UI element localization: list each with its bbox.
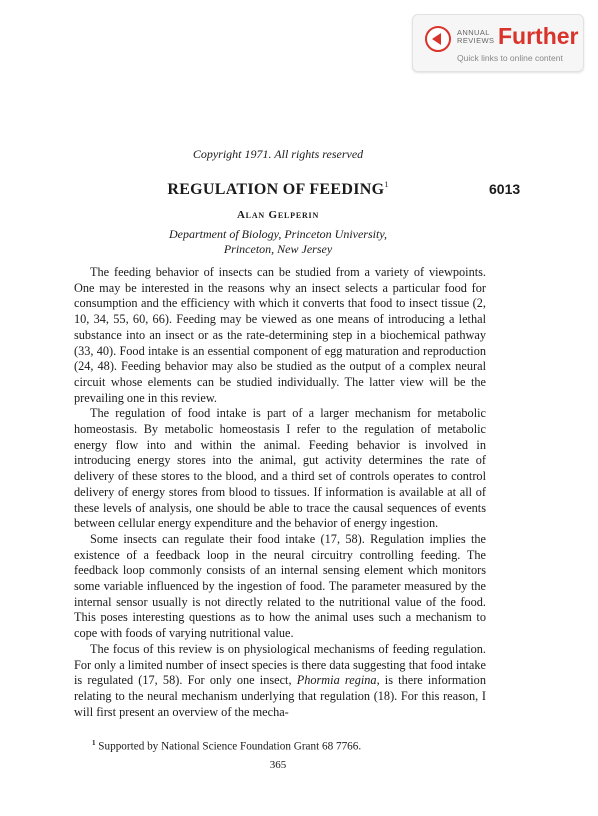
body-paragraph: The regulation of food intake is part of a larger mechanism for metabolic homeostasis. By metabolic homeostasis I refer to the regulation of metabolic energy flow into and within the animal. Feeding behavior is involved in introducing energy stores into the animal, gut activity determines the rate of delivery of these stores to the blood, and a third set of controls operates to control delivery of energy stores from blood to tissues. If information is available at all of these levels of analysis, one should be able to trace the causal sequences of events between cellular energy expenditure and the behavior of energy ingestion.	[74, 406, 486, 531]
article-code: 6013	[489, 181, 521, 197]
brand-line-1: ANNUAL	[457, 28, 490, 37]
article-title-text: REGULATION OF FEEDING	[167, 181, 385, 198]
body-paragraph: Some insects can regulate their food intake (17, 58). Regulation implies the existence of a feedback loop in the neural circuitry controlling feeding. The feedback loop commonly consists of an internal sensing element which monitors some variable influenced by the ingestion of food. The parameter measured by the internal sensor usually is not directly related to the nutritional value of the food. This poses interesting questions as to how the animal uses such a mechanism to cope with foods of varying nutritional value.	[74, 531, 486, 641]
title-footnote-marker: 1	[384, 180, 389, 189]
further-subtitle: Quick links to online content	[457, 53, 563, 63]
article-body	[74, 265, 486, 720]
arrow-circle-icon	[425, 26, 451, 52]
further-label: Further	[498, 23, 579, 49]
affiliation-line-1: Department of Biology, Princeton University,	[169, 227, 387, 241]
page-number: 365	[269, 759, 287, 771]
affiliation-line-2: Princeton, New Jersey	[223, 242, 333, 256]
annual-reviews-brand	[457, 29, 494, 45]
body-paragraph: The feeding behavior of insects can be studied from a variety of viewpoints. One may be interested in the reasons why an insect selects a particular food for consumption and the efficiency with which it converts that food to insect tissue (2, 10, 34, 55, 60, 66). Feeding may be viewed as one means of introducing a lethal substance into an insect or as the rate-determining step in a biochemical pathway (33, 40). Food intake is an essential component of egg maturation and reproduction (24, 48). Feeding behavior may also be studied as the output of a complex neural circuit whose elements can be studied individually. The latter view will be the prevailing one in this review.	[74, 265, 486, 405]
author-name: Alan Gelperin	[236, 209, 320, 221]
footnote-marker: 1	[92, 739, 96, 747]
body-paragraph: The focus of this review is on physiological mechanisms of feeding regulation. For only a limited number of insect species is there data suggesting that food intake is regulated (17, 58). For only one insect, Phormia regina, is there information relating to the neural mechanism underlying that regulation (18). For this reason, I will first present an overview of the mecha-	[74, 641, 486, 719]
footnote	[92, 739, 492, 753]
species-name: Phormia regina	[296, 673, 377, 688]
article-title	[0, 180, 556, 199]
brand-line-2: REVIEWS	[457, 36, 495, 45]
footnote-text: Supported by National Science Foundation Grant 68 7766.	[95, 740, 362, 753]
copyright-notice: Copyright 1971. All rights reserved	[192, 147, 364, 161]
further-online-badge[interactable]	[412, 14, 584, 72]
